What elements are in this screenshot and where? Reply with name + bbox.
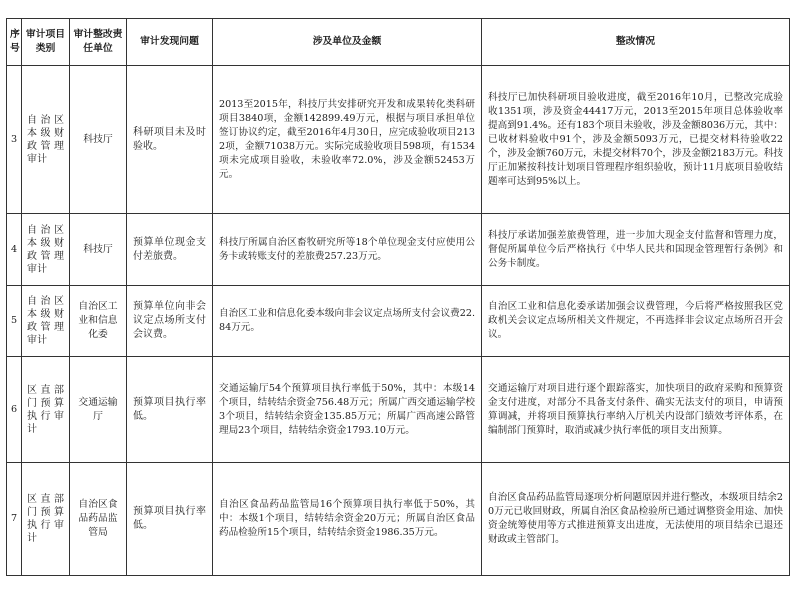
cell-category: 自治区本级财政管理审计	[22, 286, 70, 357]
cell-issue: 预算项目执行率低。	[127, 463, 213, 576]
cell-seq: 3	[7, 66, 22, 214]
table-row	[7, 463, 790, 576]
cell-status: 科技厅已加快科研项目验收进度，截至2016年10月，已整改完成验收1351项，涉及资金44417万元，2013至2015年项目总体验收率提高到91.4%。还有183个项目未验收，涉及金额8036万元，其中：已收材料验收中91个，涉及金额5093万元，已提交材料待验收22个，涉及金额760万元，未提交材料70个，涉及金额2183万元。科技厅正加紧按科技计划项目管理程序组织验收，预计11月底项目验收结题率可达到95%以上。	[482, 66, 790, 214]
cell-unit: 自治区食品药品监管局	[70, 463, 127, 576]
cell-unit: 科技厅	[70, 66, 127, 214]
cell-issue: 预算项目执行率低。	[127, 357, 213, 463]
cell-issue: 预算单位向非会议定点场所支付会议费。	[127, 286, 213, 357]
header-category: 审计项目类别	[22, 19, 70, 66]
cell-unit: 科技厅	[70, 214, 127, 286]
table-row	[7, 286, 790, 357]
cell-amount: 科技厅所属自治区畜牧研究所等18个单位现金支付应使用公务卡或转账支付的差旅费257.23万元。	[213, 214, 482, 286]
cell-category: 自治区本级财政管理审计	[22, 66, 70, 214]
cell-seq: 5	[7, 286, 22, 357]
cell-issue: 科研项目未及时验收。	[127, 66, 213, 214]
cell-status: 交通运输厅对项目进行逐个跟踪落实，加快项目的政府采购和预算资金支付进度，对部分不具备支付条件、确实无法支付的项目，申请预算调减，并将项目预算执行率纳入厅机关内设部门绩效考评体系，在编制部门预算时，取消或减少执行率低的项目支出预算。	[482, 357, 790, 463]
cell-category: 自治区本级财政管理审计	[22, 214, 70, 286]
table-row	[7, 357, 790, 463]
cell-category: 区直部门预算执行审计	[22, 463, 70, 576]
cell-issue: 预算单位现金支付差旅费。	[127, 214, 213, 286]
audit-rectification-table	[6, 18, 790, 576]
header-unit: 审计整改责任单位	[70, 19, 127, 66]
table-row	[7, 214, 790, 286]
cell-seq: 7	[7, 463, 22, 576]
audit-rectification-table-wrapper	[6, 18, 789, 576]
header-amount: 涉及单位及金额	[213, 19, 482, 66]
cell-status: 科技厅承诺加强差旅费管理，进一步加大现金支付监督和管理力度，督促所属单位今后严格执行《中华人民共和国现金管理暂行条例》和公务卡制度。	[482, 214, 790, 286]
cell-unit: 自治区工业和信息化委	[70, 286, 127, 357]
header-issue: 审计发现问题	[127, 19, 213, 66]
cell-status: 自治区食品药品监管局逐项分析问题原因并进行整改，本级项目结余20万元已收回财政，所属自治区食品检验所已通过调整资金用途、加快资金统筹使用等方式推进预算支出进度，无法使用的项目结余已退还财政或主管部门。	[482, 463, 790, 576]
header-status: 整改情况	[482, 19, 790, 66]
cell-amount: 2013至2015年，科技厅共安排研究开发和成果转化类科研项目3840项，金额142899.49万元，根据与项目承担单位签订协议约定，截至2016年4月30日，应完成验收项目2132项，金额71038万元。实际完成验收项目598项，有1534项未完成项目验收，未验收率72.0%，涉及金额52453万元。	[213, 66, 482, 214]
table-row	[7, 66, 790, 214]
cell-amount: 交通运输厅54个预算项目执行率低于50%，其中：本级14个项目，结转结余资金756.48万元；所属广西交通运输学校3个项目，结转结余资金135.85万元；所属广西高速公路管理局23个项目，结转结余资金1793.10万元。	[213, 357, 482, 463]
cell-amount: 自治区工业和信息化委本级向非会议定点场所支付会议费22.84万元。	[213, 286, 482, 357]
cell-status: 自治区工业和信息化委承诺加强会议费管理，今后将严格按照我区党政机关会议定点场所相关文件规定，不再选择非会议定点场所召开会议。	[482, 286, 790, 357]
cell-seq: 6	[7, 357, 22, 463]
cell-unit: 交通运输厅	[70, 357, 127, 463]
cell-seq: 4	[7, 214, 22, 286]
table-header-row	[7, 19, 790, 66]
cell-category: 区直部门预算执行审计	[22, 357, 70, 463]
header-seq: 序号	[7, 19, 22, 66]
cell-amount: 自治区食品药品监管局16个预算项目执行率低于50%，其中：本级1个项目，结转结余资金20万元；所属自治区食品药品检验所15个项目，结转结余资金1986.35万元。	[213, 463, 482, 576]
